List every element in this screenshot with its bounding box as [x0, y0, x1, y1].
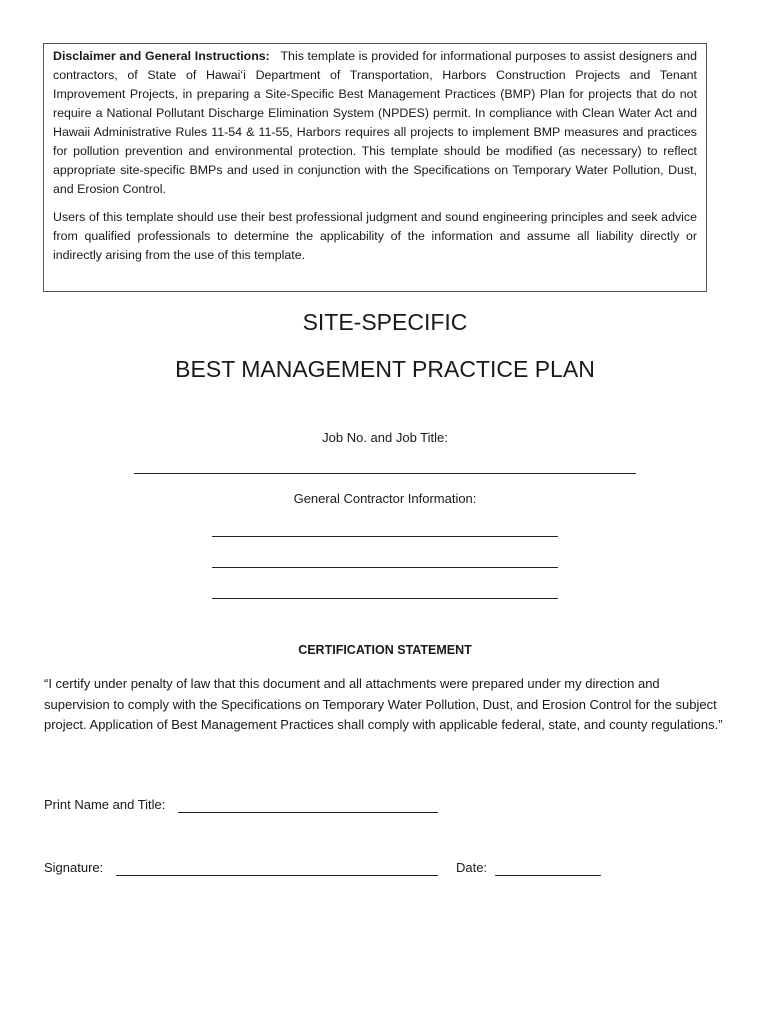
contractor-input-line-3[interactable]: [212, 598, 558, 599]
date-label: Date:: [456, 860, 488, 875]
contractor-input-line-1[interactable]: [212, 536, 558, 537]
certification-statement: “I certify under penalty of law that this document and all attachments were prepared under my direction and supervision to comply with the Specifications on Temporary Water Pollution, Dust, and Erosion Control for the subject project. Application of Best Management Practices shall comply with applicable federal, state, and county regulations.”: [44, 676, 723, 732]
disclaimer-box: [43, 43, 707, 292]
signature-input-line[interactable]: [116, 875, 438, 876]
contractor-label: General Contractor Information:: [293, 491, 477, 506]
print-name-label: Print Name and Title:: [44, 797, 166, 812]
disclaimer-paragraph-2: Users of this template should use their best professional judgment and sound engineering principles and seek advice from qualified professionals to determine the applicability of the information and assume all liability directly or indirectly arising from the use of this template.: [53, 210, 697, 262]
job-input-line[interactable]: [134, 473, 636, 474]
contractor-input-line-2[interactable]: [212, 567, 558, 568]
title-line-2: BEST MANAGEMENT PRACTICE PLAN: [175, 356, 595, 382]
job-label: Job No. and Job Title:: [322, 430, 448, 445]
disclaimer-lead: Disclaimer and General Instructions:: [53, 49, 270, 63]
title-line-1: SITE-SPECIFIC: [302, 309, 468, 335]
certification-heading: CERTIFICATION STATEMENT: [298, 643, 472, 657]
signature-label: Signature:: [44, 860, 104, 875]
disclaimer-text-1: This template is provided for informational purposes to assist designers and contractors, of State of Hawai‘i Department of Transportation, Harbors Construction Projects and Tenant Improvement Projects, in preparing a Site-Specific Best Management Practices (BMP) Plan for projects that do not require a National Pollutant Discharge Elimination System (NPDES) permit. In compliance with Clean Water Act and Hawaii Administrative Rules 11-54 & 11-55, Harbors requires all projects to implement BMP measures and practices for pollution prevention and environmental protection. This template should be modified (as necessary) to reflect appropriate site-specific BMPs and used in conjunction with the Specifications on Temporary Water Pollution, Dust, and Erosion Control.: [53, 49, 698, 196]
disclaimer-paragraph-1: [53, 47, 697, 199]
date-input-line[interactable]: [495, 875, 601, 876]
print-name-input-line[interactable]: [178, 812, 438, 813]
